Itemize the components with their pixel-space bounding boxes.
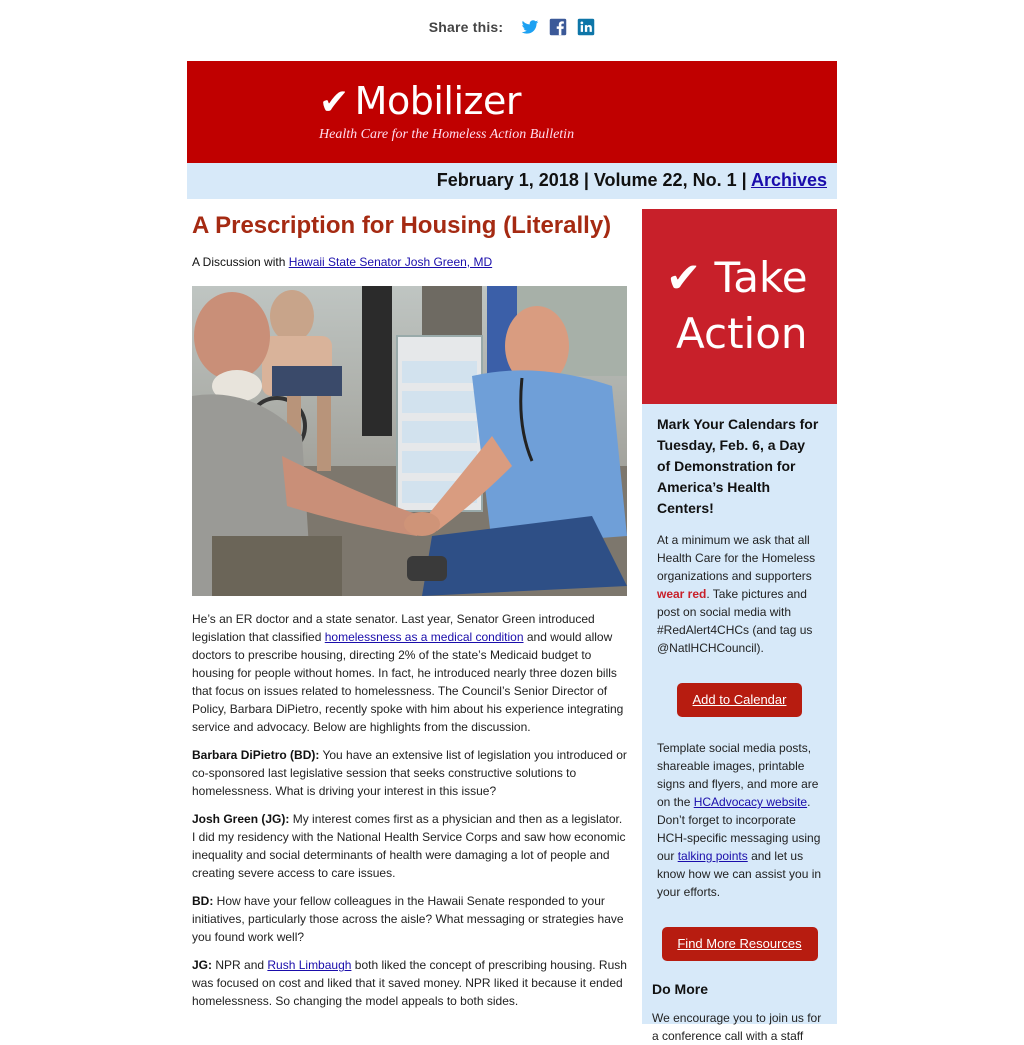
answer-1 [192, 810, 628, 882]
dateline-bar [187, 163, 837, 199]
answer-2-post: both liked the concept of prescribing housing. Rush was focused on cost and liked that it saved money. NPR liked it because it ended homelessness. So changing the model appeals to both sides. [192, 958, 627, 1008]
banner-title [319, 79, 521, 123]
banner-title-text: Mobilizer [354, 79, 521, 123]
question-2 [192, 892, 628, 946]
speaker-jg: JG: [192, 958, 213, 972]
byline [192, 254, 628, 270]
facebook-icon[interactable] [549, 18, 567, 36]
share-bar [0, 18, 1024, 36]
add-to-calendar-button[interactable]: Add to Calendar [677, 683, 802, 717]
resources-text-pre: Template social media posts, shareable images, printable signs and flyers, and more are on the [657, 741, 819, 809]
calendar-text-post: . Take pictures and post on social media with #RedAlert4CHCs (and tag us @NatlHCHCouncil). [657, 587, 813, 655]
article-photo [192, 286, 627, 596]
find-more-resources-button[interactable]: Find More Resources [662, 927, 818, 961]
calendar-heading: Mark Your Calendars for Tuesday, Feb. 6, a Day of Demonstration for America’s Health Centers! [657, 416, 819, 516]
intro-text-1: He’s an ER doctor and a state senator. Last year, Senator Green introduced legislation that classified [192, 612, 595, 644]
do-more-heading: Do More [652, 981, 708, 997]
take-action-box [642, 209, 837, 404]
main-article [192, 210, 628, 1010]
question-1 [192, 746, 628, 800]
byline-prefix: A Discussion with [192, 255, 289, 269]
resources-paragraph [657, 739, 822, 901]
rush-limbaugh-link[interactable]: Rush Limbaugh [267, 958, 352, 972]
linkedin-icon[interactable] [577, 18, 595, 36]
resources-text-post: and let us know how we can assist you in your efforts. [657, 849, 822, 899]
hcadvocacy-website-link[interactable]: HCAdvocacy website [693, 795, 808, 809]
speaker-bd-full: Barbara DiPietro (BD): [192, 748, 320, 762]
speaker-bd: BD: [192, 894, 214, 908]
question-2-text: How have your fellow colleagues in the Hawaii Senate responded to your initiatives, particularly those across the aisle? What messaging or strategies have you found work well? [192, 894, 624, 944]
question-1-text: You have an extensive list of legislation you introduced or co-sponsored last legislative session that seeks constructive solutions to homelessness. What is driving your interest in this issue? [192, 748, 627, 798]
talking-points-link[interactable]: talking points [677, 849, 748, 863]
dateline-text [437, 170, 827, 191]
archives-link[interactable]: Archives [750, 170, 827, 190]
do-more-section [642, 981, 837, 1045]
answer-1-text: My interest comes first as a physician and then as a legislator. I did my residency with the National Health Service Corps and saw how economic inequality and social determinants of health were damaging a lot of people and creating severe access to care issues. [192, 812, 626, 880]
issue-date: February 1, 2018 | Volume 22, No. 1 | [436, 170, 751, 190]
calendar-text-pre: At a minimum we ask that all Health Care for the Homeless organizations and supporters [657, 533, 816, 583]
intro-text-2: and would allow doctors to prescribe housing, directing 2% of the state’s Medicaid budget to housing for people without homes. In fact, he introduced nearly three dozen bills that focus on issues related to homelessness. The Council’s Senior Director of Policy, Barbara DiPietro, recently spoke with him about his experience integrating service and advocacy. Below are highlights from the discussion. [192, 630, 624, 734]
banner-subtitle: Health Care for the Homeless Action Bulletin [319, 127, 575, 142]
senator-link[interactable]: Hawaii State Senator Josh Green, MD [288, 255, 493, 269]
wear-red-text: wear red [657, 587, 707, 601]
mobilizer-banner [187, 61, 837, 163]
do-more-text: We encourage you to join us for a conference call with a staff [652, 1011, 822, 1043]
sidebar [642, 209, 837, 1043]
answer-2-pre: NPR and [212, 958, 268, 972]
calendar-paragraph [657, 531, 822, 657]
speaker-jg-full: Josh Green (JG): [192, 812, 290, 826]
checkmark-icon: ✔ [319, 82, 349, 123]
intro-paragraph [192, 610, 628, 736]
homelessness-medical-condition-link[interactable]: homelessness as a medical condition [324, 630, 524, 644]
share-label: Share this: [428, 19, 504, 35]
sidebar-content [642, 414, 837, 961]
article-title: A Prescription for Housing (Literally) [192, 212, 612, 239]
photo-illustration [192, 286, 627, 596]
take-action-line-1: ✔ Take [666, 253, 808, 302]
resources-text-mid: . Don’t forget to incorporate HCH-specific messaging using our [657, 795, 821, 863]
answer-2 [192, 956, 628, 1010]
take-action-line-2: Action [676, 309, 808, 358]
twitter-icon[interactable] [521, 18, 539, 36]
